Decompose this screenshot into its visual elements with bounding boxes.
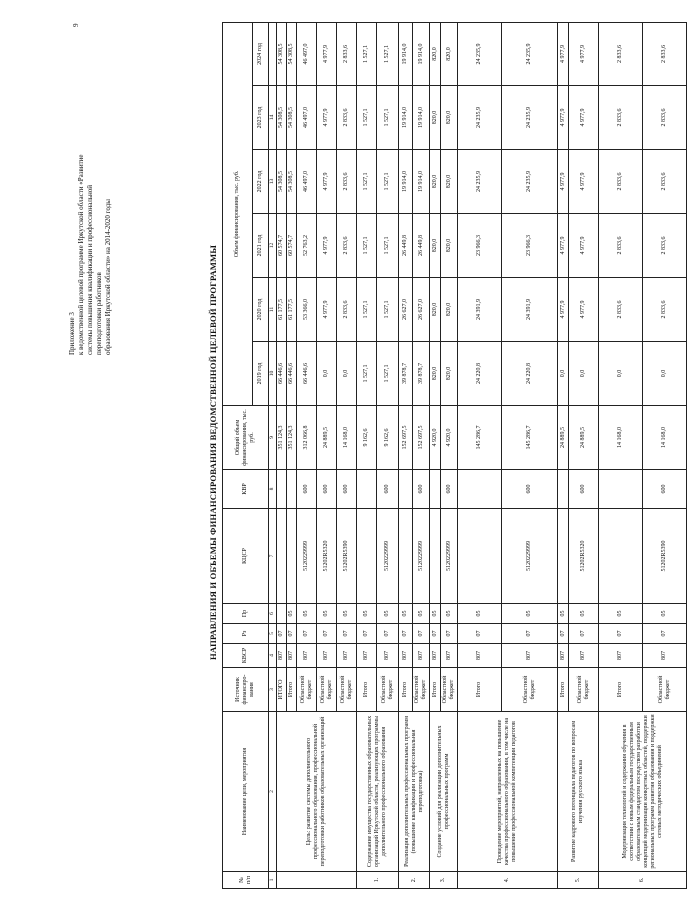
cell-source: Итого [399,668,413,712]
cell-year-value: 52 763,2 [297,214,317,278]
cell-kvr: 600 [502,470,558,509]
cell-year-value: 24 235,9 [458,150,502,214]
cell-year-value: 820,0 [441,22,458,85]
cell-pr: 05 [569,604,599,624]
col-number: 3 [269,668,277,712]
col-number: 9 [269,406,277,470]
cell-year-value: 2 833,6 [337,278,357,342]
cell-rz: 07 [458,624,502,644]
cell-year-value: 0,0 [599,342,643,406]
cell-kvr [430,470,441,509]
cell-kcsr [599,509,643,604]
cell-kvsr: 807 [297,644,317,668]
appendix-line: переподготовки работников [95,272,103,355]
cell-total: 9 162,6 [377,406,399,470]
cell-year-value: 54 308,5 [287,150,297,214]
row-number: 4. [458,872,558,889]
cell-year-value: 820,0 [430,278,441,342]
cell-rz: 07 [643,624,687,644]
cell-year-value: 2 833,6 [599,278,643,342]
col-number: 6 [269,604,277,624]
cell-pr: 05 [287,604,297,624]
header-year: 2020 год [253,278,269,342]
cell-year-value: 61 177,5 [287,278,297,342]
cell-rz: 07 [277,624,287,644]
header-kvr: КВР [223,470,269,509]
table-row [277,22,287,888]
cell-kcsr: 5120229999 [413,509,430,604]
cell-pr: 05 [399,604,413,624]
cell-year-value: 2 833,6 [337,22,357,85]
header-total: Общий объем финансирования, тыс. руб. [223,406,269,470]
cell-year-value: 46 497,0 [297,150,317,214]
cell-year-value: 4 977,9 [558,86,569,150]
cell-kvr: 600 [297,470,317,509]
cell-year-value: 1 527,1 [377,86,399,150]
cell-year-value: 39 878,7 [399,342,413,406]
cell-year-value: 820,0 [430,22,441,85]
cell-year-value: 4 977,9 [569,150,599,214]
measure-name: Модернизация технологий и содержания обучения в соответствии с новым федеральным государственным образовательным стандартом посредством разработки концепций модернизации конкретных областей, поддержки региональных программ развития образования и поддержки сетевых методических объединений [599,712,687,872]
row-number [277,872,357,889]
cell-year-value: 19 914,0 [399,22,413,85]
cell-year-value: 2 833,6 [643,86,687,150]
cell-year-value: 19 914,0 [413,150,430,214]
cell-kvr [287,470,297,509]
cell-kvsr: 807 [317,644,337,668]
cell-year-value: 1 527,1 [377,22,399,85]
cell-kcsr [277,509,287,604]
cell-kcsr: 51202R5320 [317,509,337,604]
col-number: 11 [269,278,277,342]
cell-kcsr [458,509,502,604]
cell-year-value: 19 914,0 [413,22,430,85]
cell-year-value: 54 308,5 [277,22,287,85]
cell-year-value: 820,0 [441,86,458,150]
cell-year-value: 820,0 [430,342,441,406]
header-year: 2024 год [253,22,269,85]
cell-year-value: 820,0 [441,278,458,342]
header-year: 2019 год [253,342,269,406]
cell-pr [277,604,287,624]
cell-year-value: 4 977,9 [569,86,599,150]
cell-kvr [357,470,377,509]
cell-year-value: 2 833,6 [599,86,643,150]
header-year: 2021 год [253,214,269,278]
header-pr: Пр [223,604,269,624]
appendix-line: Приложение 3 [68,312,76,355]
cell-year-value: 2 833,6 [643,278,687,342]
appendix-note [68,35,113,355]
goal-name: Цель: развитие системы дополнительного профессионального образования, профессиональной переподготовки работников образовательных организаций [277,712,357,872]
cell-year-value: 66 446,6 [297,342,317,406]
cell-pr: 05 [502,604,558,624]
cell-total: 9 162,6 [357,406,377,470]
cell-source: Областной бюджет [297,668,317,712]
col-number [269,22,277,85]
table-row [558,22,569,888]
cell-source: Областной бюджет [377,668,399,712]
cell-year-value: 26 627,0 [399,278,413,342]
cell-year-value: 1 527,1 [357,214,377,278]
cell-kvsr: 807 [357,644,377,668]
cell-total: 4 920,0 [441,406,458,470]
col-number: 1 [269,872,277,889]
cell-year-value: 0,0 [643,342,687,406]
cell-kcsr: 5120229999 [441,509,458,604]
cell-year-value: 820,0 [441,150,458,214]
row-number: 3. [430,872,458,889]
cell-year-value: 2 833,6 [599,22,643,85]
cell-year-value: 19 914,0 [399,86,413,150]
header-source: Источник финансиро-вания [223,668,269,712]
cell-year-value: 53 366,0 [297,278,317,342]
cell-year-value: 2 833,6 [337,214,357,278]
header-year: 2023 год [253,86,269,150]
cell-pr: 05 [297,604,317,624]
table-row [599,22,643,888]
cell-year-value: 4 977,9 [317,86,337,150]
col-number: 12 [269,214,277,278]
cell-pr: 05 [430,604,441,624]
cell-year-value: 24 235,9 [502,150,558,214]
cell-pr: 05 [599,604,643,624]
cell-total: 4 920,0 [430,406,441,470]
cell-total: 14 168,0 [643,406,687,470]
cell-rz: 07 [430,624,441,644]
cell-year-value: 24 220,8 [458,342,502,406]
cell-source: Областной бюджет [337,668,357,712]
cell-kvsr: 807 [441,644,458,668]
cell-year-value: 1 527,1 [357,86,377,150]
cell-kvr [277,470,287,509]
cell-total: 24 889,5 [569,406,599,470]
cell-total: 145 286,7 [458,406,502,470]
cell-rz: 07 [558,624,569,644]
cell-year-value: 1 527,1 [357,22,377,85]
cell-kvr: 600 [377,470,399,509]
cell-year-value: 1 527,1 [357,278,377,342]
cell-source: Областной бюджет [413,668,430,712]
cell-year-value: 2 833,6 [643,150,687,214]
cell-kcsr: 5120229999 [377,509,399,604]
cell-pr: 05 [357,604,377,624]
cell-year-value: 4 977,9 [558,278,569,342]
table-body [277,22,687,888]
cell-year-value: 2 833,6 [599,214,643,278]
cell-year-value: 2 833,6 [337,86,357,150]
table-row [357,22,377,888]
cell-kvr: 600 [413,470,430,509]
financing-table [222,22,687,889]
cell-year-value: 4 977,9 [558,150,569,214]
cell-source: Итого [287,668,297,712]
page-number: 9 [72,23,80,27]
header-name: Наименование цели, мероприятия [223,712,269,872]
cell-kcsr: 51202R5320 [569,509,599,604]
cell-year-value: 820,0 [441,214,458,278]
header-num: № п/п [223,872,269,889]
cell-year-value: 26 627,0 [413,278,430,342]
cell-kvr: 600 [317,470,337,509]
col-number: 8 [269,470,277,509]
col-number: 14 [269,86,277,150]
cell-source: Итого [599,668,643,712]
cell-source: ИТОГО [277,668,287,712]
cell-kcsr [399,509,413,604]
cell-year-value: 24 235,9 [502,86,558,150]
cell-source: Областной бюджет [643,668,687,712]
cell-year-value: 24 235,9 [502,22,558,85]
cell-kvr: 600 [441,470,458,509]
col-number: 2 [269,712,277,872]
cell-kvsr: 807 [430,644,441,668]
cell-rz: 07 [357,624,377,644]
cell-kvsr: 807 [569,644,599,668]
cell-year-value: 820,0 [430,150,441,214]
cell-year-value: 66 446,6 [287,342,297,406]
cell-year-value: 0,0 [558,342,569,406]
cell-pr: 05 [317,604,337,624]
cell-year-value: 24 391,9 [458,278,502,342]
cell-kvr: 600 [643,470,687,509]
cell-year-value: 2 833,6 [643,214,687,278]
row-number: 6. [599,872,687,889]
cell-source: Итого [430,668,441,712]
cell-year-value: 4 977,9 [569,278,599,342]
cell-total: 351 124,3 [287,406,297,470]
cell-total: 145 286,7 [502,406,558,470]
cell-pr: 05 [558,604,569,624]
cell-year-value: 1 527,1 [377,214,399,278]
column-numbers-row [269,22,277,888]
measure-name: Проведение мероприятий, направленных на повышение качества профессионального образования, в том числе на повышение профессиональной компетенции педагогов [458,712,558,872]
appendix-line: к ведомственной целевой программе Иркутской области «Развитие [77,154,85,355]
header-by-years: Объем финансирования, тыс. руб. [223,22,253,405]
cell-rz: 07 [599,624,643,644]
row-number: 1. [357,872,399,889]
cell-year-value: 54 308,5 [287,22,297,85]
cell-year-value: 19 914,0 [399,150,413,214]
cell-year-value: 4 977,9 [558,214,569,278]
cell-year-value: 2 833,6 [643,22,687,85]
cell-source: Областной бюджет [569,668,599,712]
cell-rz: 07 [297,624,317,644]
cell-year-value: 1 527,1 [377,278,399,342]
cell-year-value: 4 977,9 [317,22,337,85]
cell-kcsr [430,509,441,604]
header-kvsr: КВСР [223,644,269,668]
cell-year-value: 0,0 [337,342,357,406]
cell-kvsr: 807 [643,644,687,668]
page-title: НАПРАВЛЕНИЯ И ОБЪЕМЫ ФИНАНСИРОВАНИЯ ВЕДОМСТВЕННОЙ ЦЕЛЕВОЙ ПРОГРАММЫ [208,245,218,660]
cell-year-value: 4 977,9 [317,278,337,342]
cell-total: 152 697,5 [399,406,413,470]
header-rz: Рз [223,624,269,644]
appendix-line: системы повышения квалификации и профессиональной [86,184,94,355]
cell-kvr [558,470,569,509]
cell-kvr [599,470,643,509]
measure-name: Содержание имущества государственных образовательных организаций Иркутской области, реализующих программы дополнительного профессионального образования [357,712,399,872]
header-year: 2022 год [253,150,269,214]
cell-rz: 07 [413,624,430,644]
table-row [430,22,441,888]
cell-year-value: 66 446,6 [277,342,287,406]
col-number: 10 [269,342,277,406]
header-kcsr: КЦСР [223,509,269,604]
cell-kvsr: 807 [277,644,287,668]
cell-kcsr [357,509,377,604]
cell-year-value: 60 574,7 [277,214,287,278]
cell-pr: 05 [643,604,687,624]
cell-rz: 07 [399,624,413,644]
cell-year-value: 61 177,5 [277,278,287,342]
cell-year-value: 820,0 [441,342,458,406]
row-number: 5. [558,872,599,889]
cell-year-value: 24 391,9 [502,278,558,342]
cell-pr: 05 [441,604,458,624]
cell-year-value: 19 914,0 [413,86,430,150]
cell-year-value: 4 977,9 [569,22,599,85]
cell-total: 351 124,3 [277,406,287,470]
cell-year-value: 4 977,9 [569,214,599,278]
cell-rz: 07 [441,624,458,644]
cell-kvr [458,470,502,509]
cell-total: 152 697,5 [413,406,430,470]
cell-kcsr [287,509,297,604]
cell-kvsr: 807 [337,644,357,668]
cell-year-value: 2 833,6 [599,150,643,214]
col-number: 4 [269,644,277,668]
cell-source: Итого [558,668,569,712]
cell-rz: 07 [377,624,399,644]
cell-kcsr: 5120229999 [297,509,317,604]
cell-source: Итого [357,668,377,712]
cell-year-value: 2 833,6 [337,150,357,214]
cell-rz: 07 [317,624,337,644]
col-number: 7 [269,509,277,604]
cell-rz: 07 [502,624,558,644]
cell-kvsr: 807 [399,644,413,668]
cell-year-value: 1 527,1 [357,150,377,214]
cell-rz: 07 [337,624,357,644]
cell-year-value: 4 977,9 [317,150,337,214]
cell-kvsr: 807 [287,644,297,668]
cell-total: 14 168,0 [337,406,357,470]
cell-year-value: 46 497,0 [297,22,317,85]
col-number: 5 [269,624,277,644]
cell-year-value: 1 527,1 [377,150,399,214]
cell-year-value: 54 308,5 [277,150,287,214]
cell-kvsr: 807 [458,644,502,668]
col-number: 13 [269,150,277,214]
cell-year-value: 54 308,5 [287,86,297,150]
cell-kcsr: 5120229999 [502,509,558,604]
row-number: 2. [399,872,430,889]
cell-total: 14 168,0 [599,406,643,470]
cell-source: Областной бюджет [441,668,458,712]
cell-kcsr: 51202R5390 [337,509,357,604]
cell-kvsr: 807 [377,644,399,668]
cell-total: 312 066,8 [297,406,317,470]
cell-year-value: 54 308,5 [277,86,287,150]
cell-kvsr: 807 [413,644,430,668]
cell-pr: 05 [377,604,399,624]
cell-kvsr: 807 [558,644,569,668]
cell-source: Итого [458,668,502,712]
cell-total: 24 889,5 [317,406,337,470]
cell-year-value: 4 977,9 [558,22,569,85]
cell-kvsr: 807 [599,644,643,668]
measure-name: Развитие кадрового потенциала педагогов по вопросам изучения русского языка [558,712,599,872]
cell-pr: 05 [413,604,430,624]
cell-rz: 07 [287,624,297,644]
cell-year-value: 24 220,8 [502,342,558,406]
cell-kcsr: 51202R5390 [643,509,687,604]
cell-year-value: 1 527,1 [357,342,377,406]
cell-year-value: 24 235,9 [458,22,502,85]
cell-year-value: 24 235,9 [458,86,502,150]
cell-source: Областной бюджет [317,668,337,712]
cell-pr: 05 [337,604,357,624]
cell-year-value: 26 449,8 [399,214,413,278]
cell-kvsr: 807 [502,644,558,668]
table-row [399,22,413,888]
table-row [458,22,502,888]
cell-rz: 07 [569,624,599,644]
appendix-line: образования Иркутской области» на 2014-2020 годы [104,199,112,355]
cell-kvr: 600 [337,470,357,509]
cell-source: Областной бюджет [502,668,558,712]
cell-pr: 05 [458,604,502,624]
cell-year-value: 1 527,1 [377,342,399,406]
cell-kcsr [558,509,569,604]
measure-name: Реализация дополнительных профессиональных программ (повышение квалификации и профессиональная переподготовка) [399,712,430,872]
cell-year-value: 46 497,0 [297,86,317,150]
cell-year-value: 26 449,8 [413,214,430,278]
cell-year-value: 4 977,9 [317,214,337,278]
cell-kvr [399,470,413,509]
cell-year-value: 60 574,7 [287,214,297,278]
cell-year-value: 820,0 [430,86,441,150]
cell-total: 24 889,5 [558,406,569,470]
cell-kvr: 600 [569,470,599,509]
measure-name: Создание условий для реализации дополнительных профессиональных программ [430,712,458,872]
cell-year-value: 0,0 [569,342,599,406]
cell-year-value: 23 966,3 [502,214,558,278]
cell-year-value: 820,0 [430,214,441,278]
cell-year-value: 39 878,7 [413,342,430,406]
cell-year-value: 0,0 [317,342,337,406]
cell-year-value: 23 966,3 [458,214,502,278]
